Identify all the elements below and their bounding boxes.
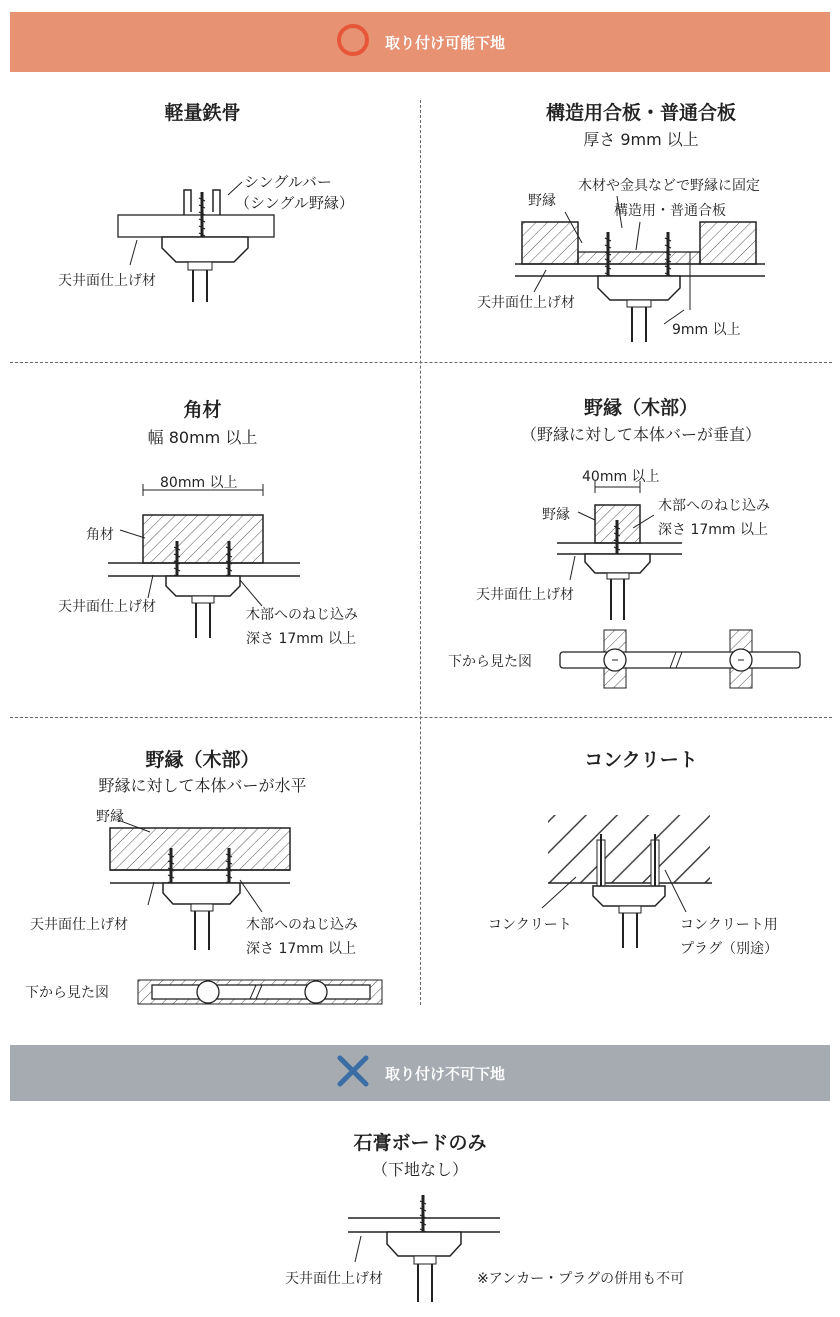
mountable-banner-label: 取り付け可能下地 (384, 33, 505, 52)
unmountable-banner-label: 取り付け不可下地 (384, 1064, 505, 1083)
plug-label: コンクリート用 (680, 917, 778, 933)
bottom-view-label: 下から見た図 (25, 985, 109, 1001)
screw-depth-label: 木部へのねじ込み (246, 917, 358, 933)
plywood-label: 構造用・普通合板 (614, 203, 726, 219)
concrete-label: コンクリート (488, 917, 572, 933)
panel-title: 軽量鉄骨 (164, 102, 241, 124)
joist-label: 野縁 (528, 193, 556, 209)
screw-depth-label: 木部へのねじ込み (246, 607, 358, 623)
plug-label-2: プラグ（別途） (680, 941, 778, 957)
panel-title: 野縁（木部） (583, 397, 698, 419)
panel-subtitle: 厚さ 9mm 以上 (583, 130, 699, 149)
bottom-view-label: 下から見た図 (448, 654, 532, 670)
screw-depth-label-2: 深さ 17mm 以上 (246, 631, 356, 647)
panel-subtitle: （野縁に対して本体バーが垂直） (520, 425, 761, 444)
ceiling-label: 天井面仕上げ材 (58, 599, 156, 615)
note-label: ※アンカー・プラグの併用も不可 (477, 1271, 685, 1287)
panel-title: 石膏ボードのみ (353, 1132, 487, 1154)
panel-subtitle: （下地なし） (371, 1160, 468, 1179)
ceiling-label: 天井面仕上げ材 (476, 587, 574, 603)
joist-label: 野縁 (542, 507, 570, 523)
panel-subtitle: 幅 80mm 以上 (147, 428, 258, 447)
panel-title: コンクリート (584, 749, 698, 771)
bar-label-sub: （シングル野縁） (235, 194, 354, 212)
screw-depth-label: 木部へのねじ込み (658, 498, 770, 514)
bar-label: シングルバー (244, 173, 332, 191)
joist-horizontal-diagram (110, 820, 382, 1004)
ceiling-label: 天井面仕上げ材 (285, 1271, 383, 1287)
panel-title: 角材 (183, 399, 222, 421)
ceiling-label: 天井面仕上げ材 (30, 917, 128, 933)
screw-depth-label-2: 深さ 17mm 以上 (246, 941, 356, 957)
thickness-label: 9mm 以上 (672, 322, 741, 338)
width-label: 80mm 以上 (160, 475, 238, 491)
panel-title: 構造用合板・普通合板 (545, 102, 736, 124)
width-label: 40mm 以上 (582, 469, 660, 485)
ceiling-label: 天井面仕上げ材 (58, 273, 156, 289)
fix-label: 木材や金具などで野縁に固定 (578, 178, 760, 194)
ceiling-label: 天井面仕上げ材 (477, 295, 575, 311)
screw-depth-label-2: 深さ 17mm 以上 (658, 522, 768, 538)
panel-subtitle: 野縁に対して本体バーが水平 (98, 776, 307, 795)
joist-label: 野縁 (96, 809, 124, 825)
lumber-label: 角材 (86, 527, 114, 543)
panel-title: 野縁（木部） (145, 749, 260, 771)
